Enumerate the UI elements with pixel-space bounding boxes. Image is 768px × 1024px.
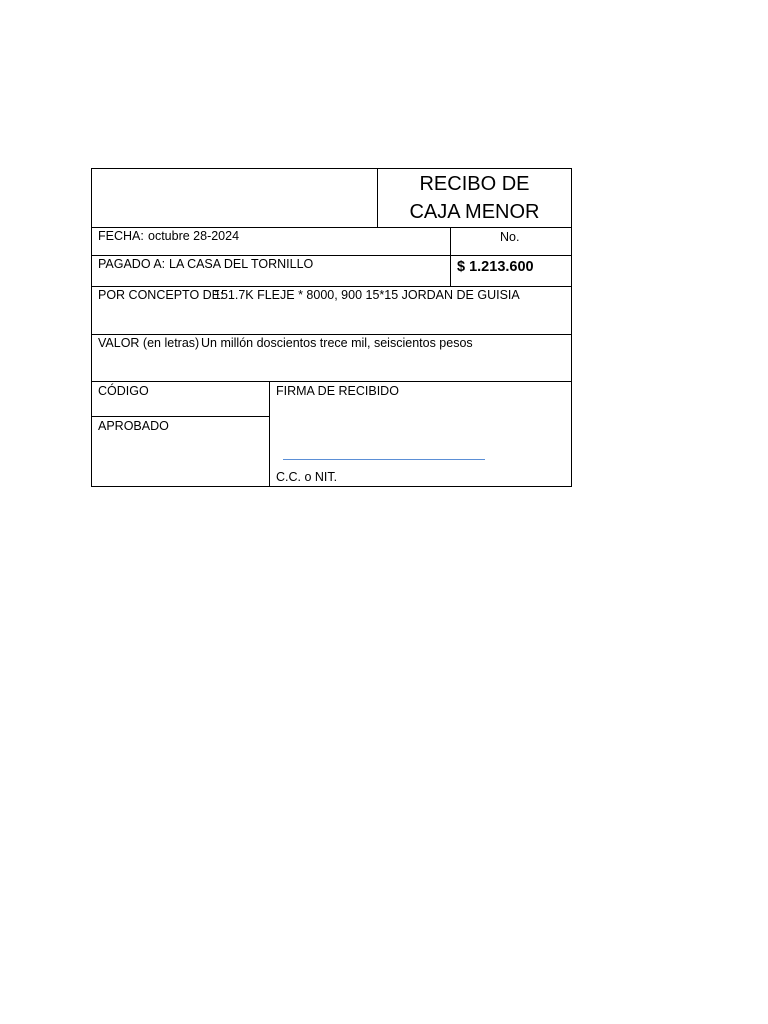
petty-cash-receipt	[91, 168, 572, 487]
bottom-divider	[269, 381, 270, 487]
amount-cell	[450, 255, 451, 286]
numero-cell	[450, 227, 451, 255]
concepto-value: 151.7K FLEJE * 8000, 900 15*15 JORDAN DE GUISIA	[214, 288, 520, 302]
valor-label: VALOR (en letras)	[98, 336, 200, 350]
codigo-label: CÓDIGO	[98, 384, 149, 398]
receipt-title	[377, 168, 572, 227]
receipt-title-line2: CAJA MENOR	[409, 201, 540, 223]
receipt-title-line1: RECIBO DE	[419, 173, 530, 195]
aprobado-label: APROBADO	[98, 419, 169, 433]
pagado-value: LA CASA DEL TORNILLO	[169, 257, 314, 271]
fecha-label: FECHA:	[98, 229, 144, 243]
amount-value: $ 1.213.600	[457, 259, 534, 275]
pagado-label: PAGADO A:	[98, 257, 166, 271]
firma-label: FIRMA DE RECIBIDO	[276, 384, 399, 398]
cc-nit-label: C.C. o NIT.	[276, 470, 338, 484]
valor-value: Un millón doscientos trece mil, seiscientos pesos	[201, 336, 473, 350]
signature-line	[283, 459, 485, 460]
concepto-label: POR CONCEPTO DE:	[98, 288, 224, 302]
numero-label: No.	[500, 230, 520, 244]
fecha-value: octubre 28-2024	[148, 229, 240, 243]
codigo-aprobado-divider	[91, 416, 269, 417]
